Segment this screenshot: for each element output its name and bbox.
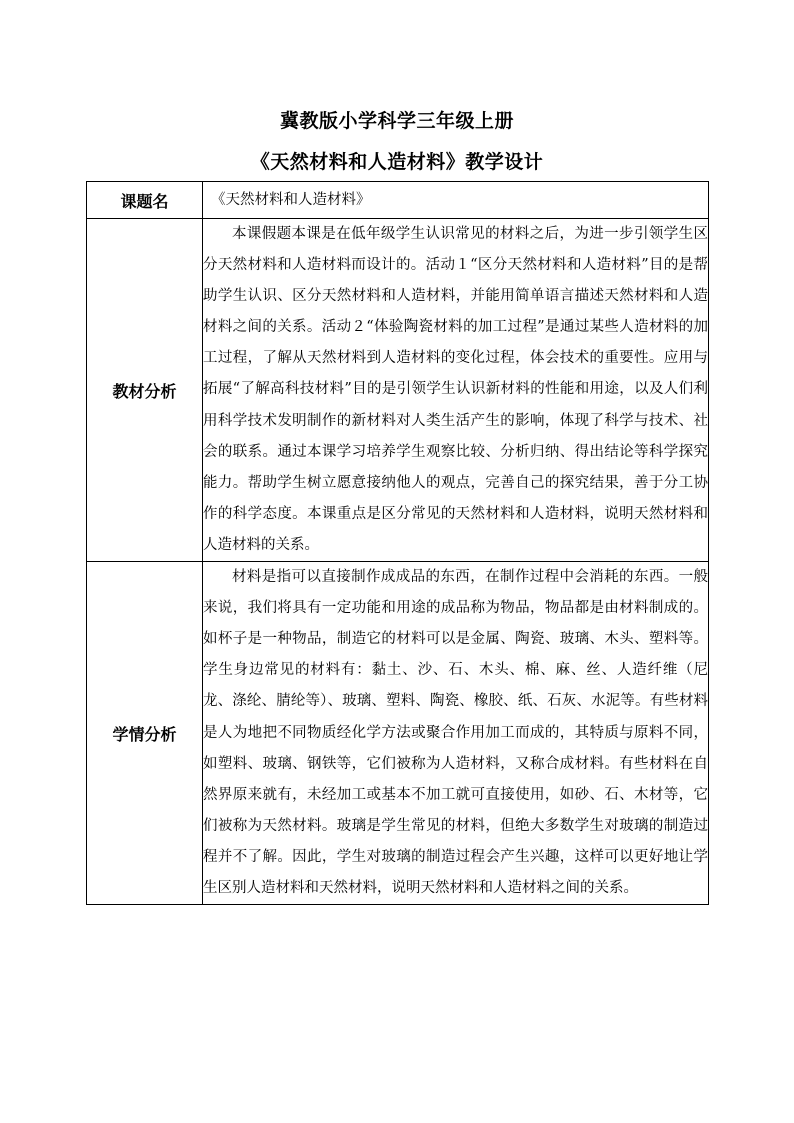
textbook-analysis-paragraph: 本课假题本课是在低年级学生认识常见的材料之后，为进一步引领学生区分天然材料和人造材料而设计的。活动１“区分天然材料和人造材料”目的是帮助学生认识、区分天然材料和人造材料，并能用简单语言描述天然材料和人造材料之间的关系。活动２“体验陶瓷材料的加工过程”是通过某些人造材料的加工过程，了解从天然材料到人造材料的变化过程，体会技术的重要性。应用与拓展“了解高科技材料”目的是引领学生认识新材料的性能和用途，以及人们利用科学技术发明制作的新材料对人类生活产生的影响，体现了科学与技术、社会的联系。通过本课学习培养学生观察比较、分析归纳、得出结论等科学探究能力。帮助学生树立愿意接纳他人的观点，完善自己的探究结果，善于分工协作的科学态度。本课重点是区分常见的天然材料和人造材料，说明天然材料和人造材料的关系。 xyxy=(203,226,708,553)
table-row-topic xyxy=(87,182,709,219)
row-content-topic: 《天然材料和人造材料》 xyxy=(203,182,709,219)
row-content-student-analysis xyxy=(203,562,709,905)
student-analysis-paragraph: 材料是指可以直接制作成成品的东西，在制作过程中会消耗的东西。一般来说，我们将具有一定功能和用途的成品称为物品，物品都是由材料制成的。如杯子是一种物品，制造它的材料可以是金属、陶瓷、玻璃、木头、塑料等。学生身边常见的材料有：黏土、沙、石、木头、棉、麻、丝、人造纤维（尼龙、涤纶、腈纶等）、玻璃、塑料、陶瓷、橡胶、纸、石灰、水泥等。有些材料是人为地把不同物质经化学方法或聚合作用加工而成的，其特质与原料不同，如塑料、玻璃、钢铁等，它们被称为人造材料，又称合成材料。有些材料在自然界原来就有，未经加工或基本不加工就可直接使用，如砂、石、木材等，它们被称为天然材料。玻璃是学生常见的材料，但绝大多数学生对玻璃的制造过程并不了解。因此，学生对玻璃的制造过程会产生兴趣，这样可以更好地让学生区别人造材料和天然材料，说明天然材料和人造材料之间的关系。 xyxy=(203,569,708,896)
table-row-student-analysis xyxy=(87,562,709,905)
row-label-textbook-analysis: 教材分析 xyxy=(87,219,203,562)
lesson-title: 《天然材料和人造材料》教学设计 xyxy=(250,151,544,173)
row-label-student-analysis: 学情分析 xyxy=(87,562,203,905)
document-title: 冀教版小学科学三年级上册 xyxy=(279,110,514,132)
row-content-textbook-analysis xyxy=(203,219,709,562)
lesson-plan-table xyxy=(86,181,709,905)
table-row-textbook-analysis xyxy=(87,219,709,562)
row-label-topic: 课题名 xyxy=(87,182,203,219)
